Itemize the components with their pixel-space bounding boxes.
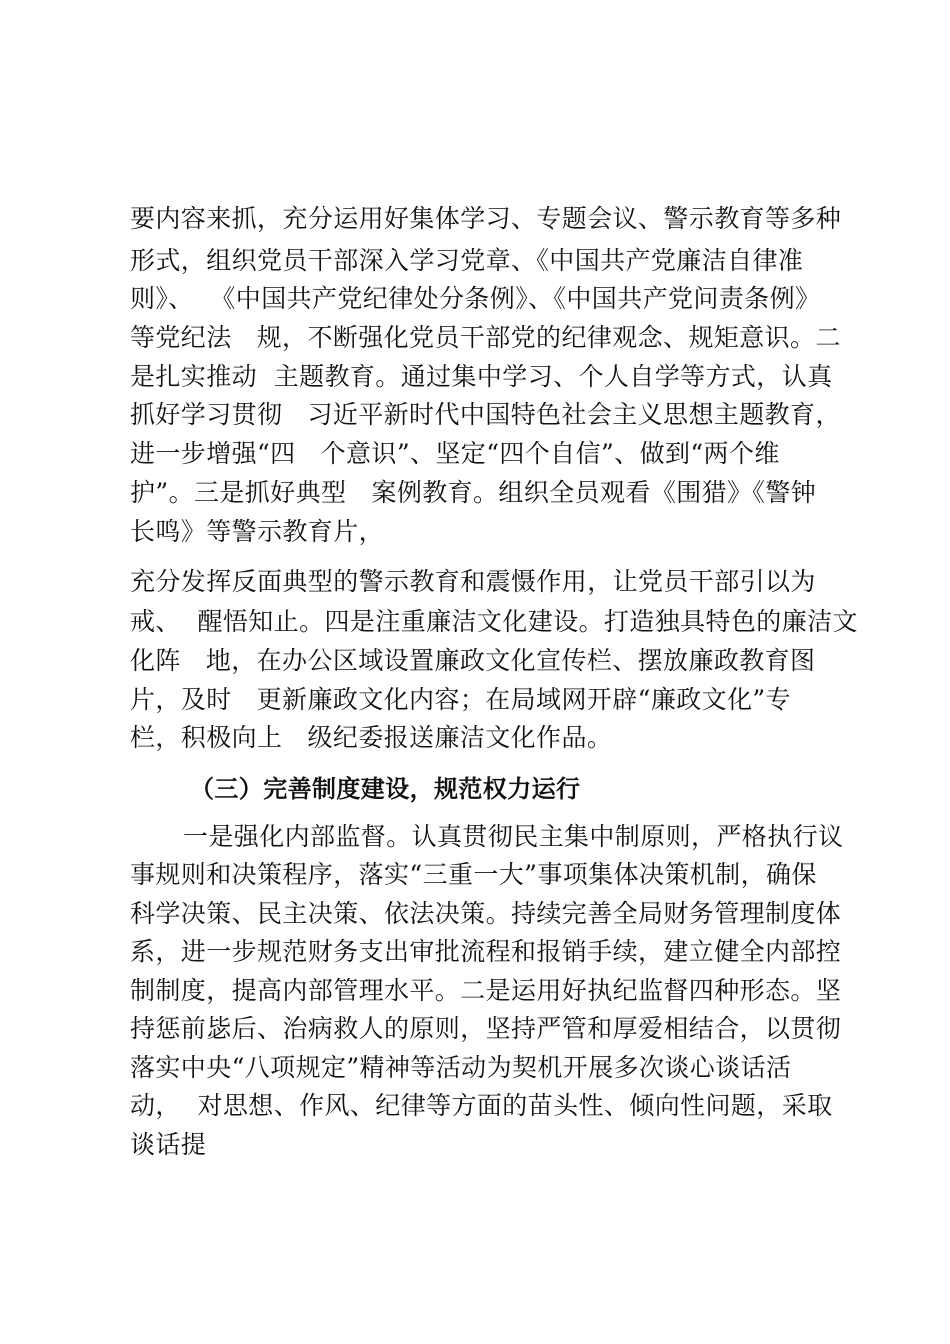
paragraph-1-line-7: 进一步增强“四 个意识”、坚定“四个自信”、做到“两个维	[130, 439, 780, 468]
paragraph-3-line-7: 落实中央“八项规定”精神等活动为契机开展多次谈心谈话活	[130, 1053, 792, 1082]
paragraph-1-line-9: 长鸣》等警示教育片，	[130, 517, 385, 546]
paragraph-3-line-3: 科学决策、民主决策、依法决策。持续完善全局财务管理制度体	[130, 899, 842, 928]
paragraph-2-line-1: 充分发挥反面典型的警示教育和震慑作用，让党员干部引以为	[130, 567, 816, 596]
paragraph-3-line-5: 制制度，提高内部管理水平。二是运用好执纪监督四种形态。坚	[130, 976, 842, 1005]
paragraph-3-line-9: 谈话提	[130, 1130, 207, 1159]
paragraph-3-line-1: 一是强化内部监督。认真贯彻民主集中制原则，严格执行议	[183, 822, 844, 851]
paragraph-1-line-8: 护”。三是抓好典型 案例教育。组织全员观看《围猎》《警钟	[130, 478, 817, 507]
paragraph-3-line-2: 事规则和决策程序，落实“三重一大”事项集体决策机制，确保	[130, 860, 817, 889]
paragraph-2-line-5: 栏，积极向上 级纪委报送廉洁文化作品。	[130, 723, 613, 752]
paragraph-1-line-5: 是扎实推动 主题教育。通过集中学习、个人自学等方式，认真	[130, 362, 833, 391]
paragraph-1-line-1: 要内容来抓，充分运用好集体学习、专题会议、警示教育等多种	[130, 204, 842, 233]
paragraph-3-line-6: 持惩前毖后、治病救人的原则，坚持严管和厚爱相结合，以贯彻	[130, 1014, 842, 1043]
paragraph-3-line-8: 动， 对思想、作风、纪律等方面的苗头性、倾向性问题，采取	[130, 1091, 833, 1120]
paragraph-1-line-4: 等党纪法 规，不断强化党员干部党的纪律观念、规矩意识。二	[130, 323, 841, 352]
paragraph-2-line-2: 戒、 醒悟知止。四是注重廉洁文化建设。打造独具特色的廉洁文	[130, 607, 858, 636]
paragraph-1-line-2: 形式，组织党员干部深入学习党章、《中国共产党廉洁自律准	[130, 246, 804, 275]
section-heading: （三）完善制度建设，规范权力运行	[190, 774, 581, 803]
paragraph-1-line-6: 抓好学习贯彻 习近平新时代中国特色社会主义思想主题教育，	[130, 400, 841, 429]
paragraph-1-line-3: 则》、 《中国共产党纪律处分条例》、《中国共产党问责条例》	[130, 284, 821, 313]
paragraph-3-line-4: 系，进一步规范财务支出审批流程和报销手续，建立健全内部控	[130, 937, 842, 966]
paragraph-2-line-4: 片，及时 更新廉政文化内容；在局域网开辟“廉政文化”专	[130, 685, 792, 714]
paragraph-2-line-3: 化阵 地，在办公区域设置廉政文化宣传栏、摆放廉政教育图	[130, 646, 816, 675]
